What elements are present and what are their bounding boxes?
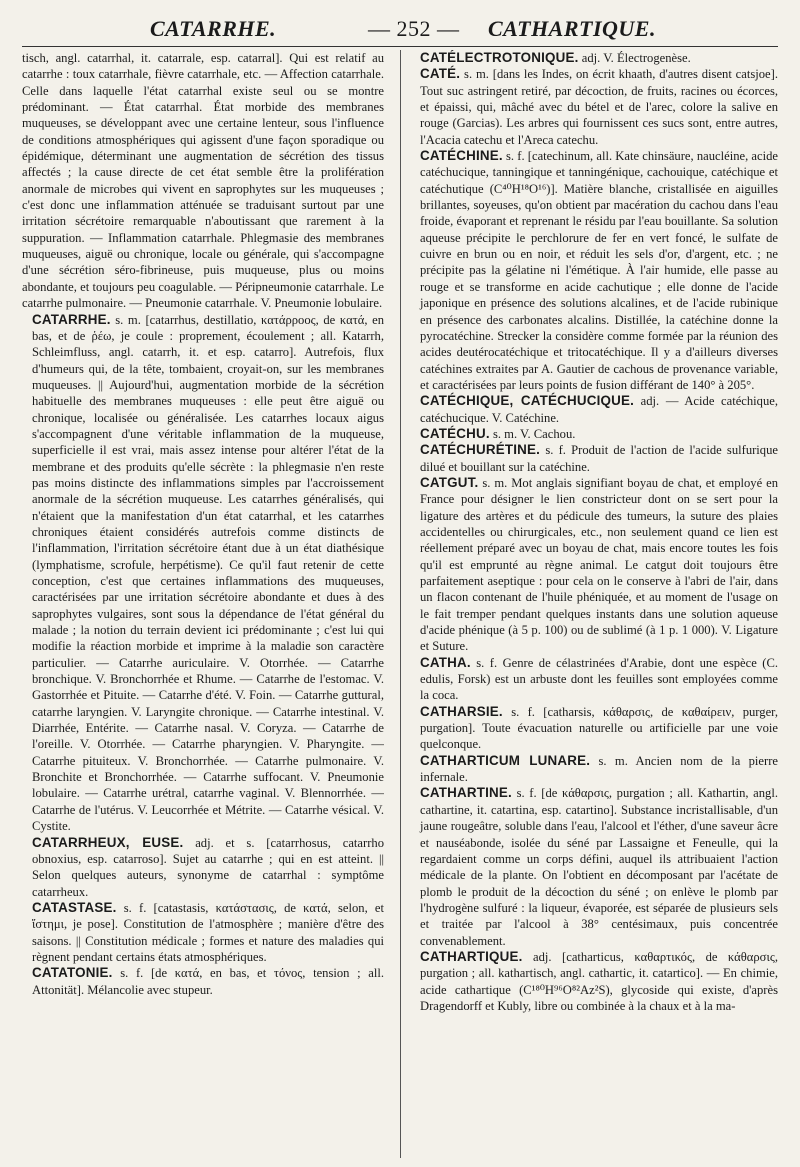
entry-text: s. m. [catarrhus, destillatio, κατάρροος, de κατά, en bas, et de ῥέω, je coule : proprement, écoulement ; all. Katarrh, Schleimfluss, angl. catarrh, it. et esp. catarro]. Autrefois, flux d'humeurs qui, de la tête, tombaient, croyait-on, sur les membranes muqueuses. || Aujourd'hui, augmentation morbide de la sécrétion habituelle des membranes muqueuses : elle peut être aiguë ou chronique, localisée ou généralisée. Les catarrhes locaux aigus s'accompagnent d'une véritable inflammation de la muqueuse, superficielle il est vrai, mais assez intense pour altérer l'état de la membrane et des produits qu'elle sécrète : la phlegmasie n'en reste pas moins distincte des inflammations simples par l'accroissement anormale de la sécrétion muqueuse. Les catarrhes généralisés, qui n'étaient que la manifestation d'un état catarrhal, et les catarrhes chroniques étaient considérés autrefois comme distincts de l'inflammation, l'irritation sécrétoire étant due à un état diathésique (lymphatisme, scrofule, herpétisme). Ce qu'il faut retenir de cette conception, c'est que certaines inflammations des muqueuses, caractérisées par une irritation sécrétoire abondante et dues à des saprophytes vulgaires, sont sous la dépendance de l'état général du malade ; la notion du terrain devient ici prédominante ; c'est lui qui modifie la réaction morbide et imprime à la maladie son caractère particulier. — Catarrhe auriculaire. V. Otorrhée. — Catarrhe bronchique. V. Bronchorrhée et Rhume. — Catarrhe de l'estomac. V. Gastorrhée et Pituite. — Catarrhe d'été. V. Foin. — Catarrhe guttural, catarrhe laryngien. V. Laryngite chronique. — Catarrhe intestinal. V. Diarrhée, Entérite. — Catarrhe nasal. V. Coryza. — Catarrhe de l'oreille. V. Otorrhée. — Catarrhe pharyngien. V. Pharyngite. — Catarrhe pituiteux. V. Bronchorrhée. — Catarrhe pulmonaire. V. Bronchite et Bronchorrhée. — Catarrhe suffocant. V. Pneumonie lobulaire. — Catarrhe urétral, catarrhe vaginal. V. Blennorrhée. — Catarrhe de l'utérus. V. Leucorrhée et Métrite. — Catarrhe vésical. V. Cystite. bbox=[32, 312, 384, 834]
entry-text: s. f. Produit de l'action de l'acide sulfurique dilué et bouillant sur la catéchine. bbox=[420, 443, 778, 474]
entry-text: s. m. Ancien nom de la pierre infernale. bbox=[420, 753, 778, 785]
entry-text: s. m. [dans les Indes, on écrit khaath, d'autres disent catsjoe]. Tout suc astringent retiré, par décoction, de fruits, racines ou écorces, et épaissi, qui, mâché avec du bétel et de l'arec, colore la salive en rouge (Garcias). Les arbres qui fournissent ces sucs sont, entre autres, l'Acacia catechu et l'Areca catechu. bbox=[420, 67, 778, 147]
entry-headword: CATHARSIE. bbox=[420, 703, 503, 719]
left-column bbox=[22, 50, 384, 1162]
entry bbox=[420, 949, 778, 1014]
entry-headword: CATÉ. bbox=[420, 66, 461, 82]
entry-text: s. m. Mot anglais signifiant boyau de chat, et employé en France pour désigner le lien constricteur dont on se sert pour la ligature des artères et du pédicule des tumeurs, la suture des plaies accidentelles ou chirurgicales, etc., non seulement quand ce lien est réellement préparé avec un boyau de chat, mais encore toutes les fois qu'il est emprunté au règne animal. Le catgut doit toujours être parfaitement aseptique : pour cela on le conserve à l'abri de l'air, dans un flacon contenant de l'huile phéniquée, et au moment de l'usage on le fait tremper pendant quelques instants dans une solution aqueuse d'acide phénique (à 5 p. 100) ou de sublimé (à 1 p. 1 000). V. Ligature et Suture. bbox=[420, 475, 778, 654]
header-right-headword: CATHARTIQUE. bbox=[488, 16, 656, 41]
entry-headword: CATATONIE. bbox=[32, 965, 113, 981]
entry bbox=[420, 393, 778, 426]
entry-headword: CATHARTIQUE. bbox=[420, 948, 523, 964]
entry-headword: CATASTASE. bbox=[32, 899, 117, 915]
page-header bbox=[0, 14, 800, 44]
entry bbox=[420, 426, 778, 442]
entry bbox=[420, 655, 778, 704]
entry bbox=[32, 965, 384, 998]
entry bbox=[32, 312, 384, 835]
entry-headword: CATÉCHU. bbox=[420, 425, 490, 441]
entry-headword: CATARRHE. bbox=[32, 311, 111, 327]
entry-text: adj. — Acide catéchique, catéchucique. V. Catéchine. bbox=[420, 394, 778, 425]
entry-headword: CATGUT. bbox=[420, 474, 479, 490]
entry bbox=[22, 50, 384, 312]
entry-text: tisch, angl. catarrhal, it. catarrale, esp. catarral]. Qui est relatif au catarrhe : toux catarrhale, fièvre catarrhale, etc. — Affection catarrhale. Celle dans laquelle l'état catarrhal existe seul ou se montre prédominant. — État catarrhal. État morbide des membranes muqueuses, se développant avec une certaine lenteur, sous l'influence de conditions atmosphériques qui agissent d'une façon sporadique ou épidémique, déterminant une augmentation de sécrétion des tissus affectés ; la cause directe de cet état semble être la prolifération anormale de microbes qui vivent en saprophytes sur les muqueuses ; c'est donc une inflammation atténuée se traduisant surtout par une irritation sécrétoire remarquable n'aboutissant que rarement à la suppuration. — Inflammation catarrhale. Phlegmasie des membranes muqueuses, aiguë ou chronique, locale ou générale, qui s'accompagne d'une sécrétion séro-fibrineuse, puis muqueuse, plus ou moins abondante, et toujours peu coagulable. — Péripneumonie catarrhale. Le catarrhe pulmonaire. — Pneumonie catarrhale. V. Pneumonie lobulaire. bbox=[22, 51, 384, 311]
page-number: — 252 — bbox=[368, 16, 460, 41]
entry-text: adj. V. Électrogenèse. bbox=[581, 51, 691, 65]
entry-text: s. f. [catharsis, κάθαρσις, de καθαίρειν, purger, purgation]. Toute évacuation naturelle ou artificielle par une voie quelconque. bbox=[420, 704, 778, 752]
entry-text: s. f. [de κάθαρσις, purgation ; all. Kathartin, angl. cathartine, it. catartina, esp. catartino]. Substance incristallisable, d'un jaune rougeâtre, soluble dans l'eau, l'alcool et l'éther, d'une saveur âcre et nauséabonde, isolée du séné par Lassaigne et Feneulle, qui la regardaient comme un corps défini, auquel ils attribuaient l'action médicale de la plante. On l'obtient en décomposant par l'acétate de plomb le produit de la décoction du séné ; on enlève le plomb par l'hydrogène sulfuré : la liqueur, évaporée, est séparée de plusieurs sels et traitée par l'alcool à 38° centésimaux, puis concentrée convenablement. bbox=[420, 786, 778, 948]
entry bbox=[420, 66, 778, 148]
right-column bbox=[410, 50, 778, 1162]
entry bbox=[420, 785, 778, 948]
entry bbox=[420, 50, 778, 66]
entry bbox=[420, 442, 778, 475]
header-rule bbox=[22, 46, 778, 47]
entry-text: s. f. [catastasis, κατάστασις, de κατά, selon, et ἵστημι, je pose]. Constitution de l'atmosphère ; manière d'être des saisons. || Constitution médicale ; formes et nature des maladies qui règnent pendant certains états atmosphériques. bbox=[32, 900, 384, 964]
entry-text: s. f. Genre de célastrinées d'Arabie, dont une espèce (C. edulis, Forsk) est un arbuste dont les feuilles sont employées comme la coca. bbox=[420, 655, 778, 703]
entry-headword: CATARRHEUX, EUSE. bbox=[32, 834, 184, 850]
header-left-headword: CATARRHE. bbox=[150, 16, 277, 41]
entry-headword: CATHARTICUM LUNARE. bbox=[420, 752, 591, 768]
entry bbox=[420, 704, 778, 753]
entry bbox=[420, 475, 778, 655]
entry bbox=[420, 753, 778, 786]
entry bbox=[32, 835, 384, 900]
entry bbox=[420, 148, 778, 393]
entry-headword: CATHA. bbox=[420, 654, 471, 670]
entry-text: adj. et s. [catarrhosus, catarrho obnoxius, esp. catarroso]. Sujet au catarrhe ; qui en est atteint. || Selon quelques auteurs, synonyme de catarrhal : symptôme catarrheux. bbox=[32, 835, 384, 899]
entry-headword: CATÉCHURÉTINE. bbox=[420, 442, 541, 458]
entry-headword: CATÉCHINE. bbox=[420, 148, 503, 164]
entry-headword: CATÉLECTROTONIQUE. bbox=[420, 50, 579, 65]
entry-text: s. f. [de κατά, en bas, et τόνος, tension ; all. Attonität]. Mélancolie avec stupeur. bbox=[32, 966, 384, 997]
entry-text: s. m. V. Cachou. bbox=[492, 426, 576, 441]
entry-text: adj. [catharticus, καθαρτικός, de κάθαρσις, purgation ; all. kathartisch, angl. cathartic, it. catartico]. — En chimie, acide cathartique (C¹⁸⁰H⁹⁶O⁸²Az²S), glycoside qui existe, d'après Dragendorff et Kubly, libre ou combinée à la chaux et à la ma- bbox=[420, 949, 778, 1013]
entry-text: s. f. [catechinum, all. Kate chinsäure, naucléine, acide catéchucique, tanningique et tanningénique, cachouique, catéchique et catéchutique (C⁴⁰H¹⁸O¹⁶)]. Matière blanche, cristallisée en aiguilles brillantes, soyeuses, qu'on obtient par macération du cachou dans l'eau froide, évaporant et reprenant le résidu par l'eau bouillante. Sa solution aqueuse précipite le perchlorure de fer en vert foncé, le sulfate de cuivre en brun ou en noir, et réduit les sels d'or, d'argent, etc. ; ne précipite pas la gélatine ni l'émétique. À l'air humide, elle passe au rouge et se transforme en acide cachutique ; elle donne de l'acide japonique en présence des solutions alcalines, et de l'acide rubinique en présence des carbonates alcalins. Distillée, la catéchine donne la pyrocatéchine. Strecker la considère comme formée par la réunion des acides deutérocatéchique et tritocatéchique. Il y a d'ailleurs diverses catéchines extraites par A. Gautier de cachous de provenance variable, et caractérisées par leurs points de fusion différant de 140° à 205°. bbox=[420, 149, 778, 392]
entry-headword: CATHARTINE. bbox=[420, 785, 512, 801]
entry bbox=[32, 900, 384, 965]
column-divider bbox=[400, 50, 401, 1158]
entry-headword: CATÉCHIQUE, CATÉCHUCIQUE. bbox=[420, 393, 635, 409]
